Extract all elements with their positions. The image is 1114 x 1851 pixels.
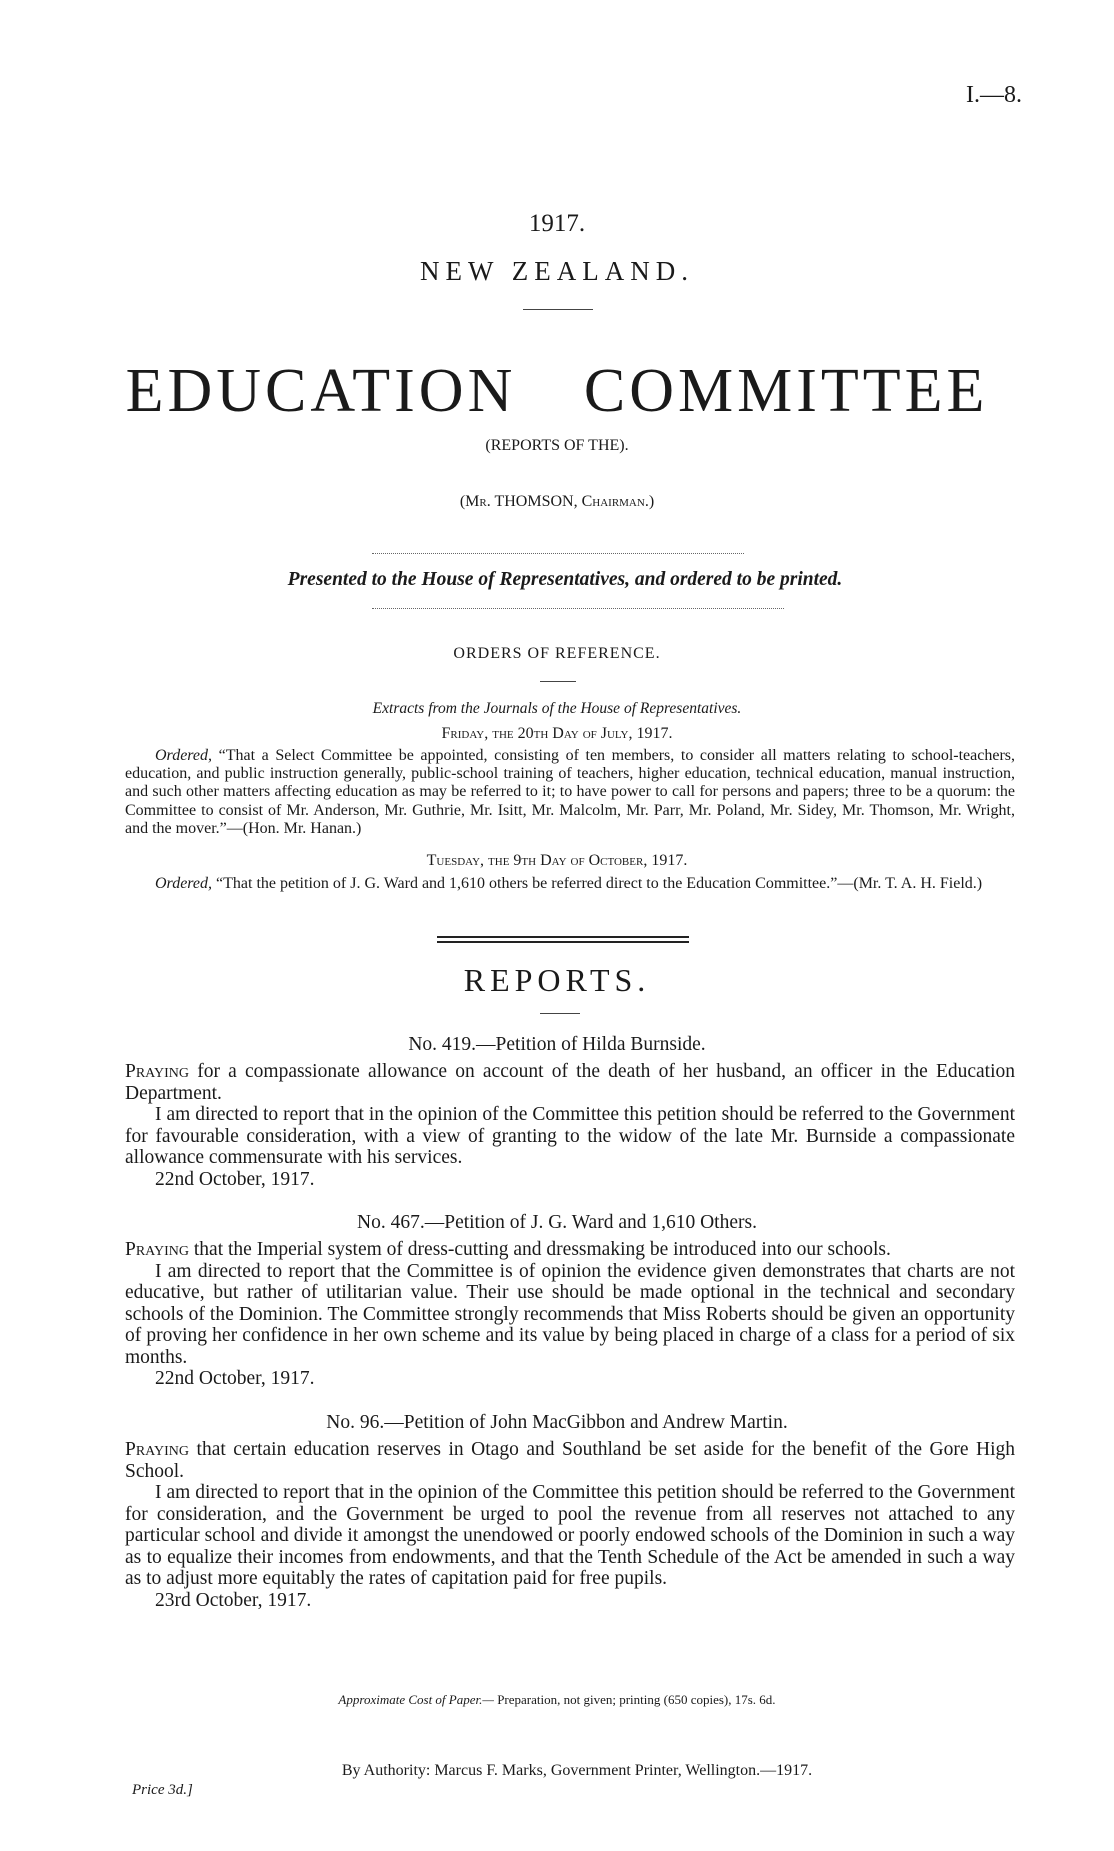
report-body xyxy=(125,1061,1015,1190)
double-rule-bottom xyxy=(437,941,689,943)
divider xyxy=(540,1013,580,1014)
country: NEW ZEALAND. xyxy=(420,256,694,286)
divider xyxy=(523,309,593,310)
chairman-name: THOMSON, xyxy=(494,493,578,510)
orders-date-2: Tuesday, the 9th Day of October, 1917. xyxy=(426,852,688,869)
presented-line: Presented to the House of Representatives, and ordered to be printed. xyxy=(287,569,843,590)
order-2-lead: Ordered, xyxy=(155,875,213,892)
divider xyxy=(372,608,784,609)
divider xyxy=(540,681,576,682)
reports-heading: REPORTS. xyxy=(463,962,651,998)
report-date: 23rd October, 1917. xyxy=(155,1589,312,1611)
authority-line: By Authority: Marcus F. Marks, Government Printer, Wellington.—1917. xyxy=(341,1762,813,1779)
report-text: I am directed to report that in the opinion of the Committee this petition should be referred to the Government for favourable consideration, with a view of granting to the widow of the late Mr. Burnside a compassionate allowance commensurate with his services. xyxy=(125,1104,1015,1168)
report-heading: No. 467.—Petition of J. G. Ward and 1,610 Others. xyxy=(357,1212,757,1233)
report-text: I am directed to report that in the opinion of the Committee this petition should be referred to the Government for consideration, and the Government be urged to pool the revenue from all reserves not attached to any particular school and divide it amongst the unendowed or poorly endowed schools of the Dominion in such a way as to equalize their incomes from endowments, and that the Tenth Schedule of the Act be amended in such a way as to adjust more equitably the rates of capitation paid for free pupils. xyxy=(125,1482,1015,1589)
orders-date-1: Friday, the 20th Day of July, 1917. xyxy=(441,725,673,742)
report-body xyxy=(125,1239,1015,1390)
praying-lead: Praying xyxy=(125,1239,190,1260)
orders-extracts: Extracts from the Journals of the House of Representatives. xyxy=(372,700,742,717)
praying-text: that the Imperial system of dress-cutting and dressmaking be introduced into our schools. xyxy=(193,1239,891,1260)
report-heading: No. 419.—Petition of Hilda Burnside. xyxy=(408,1034,706,1055)
cost-line xyxy=(0,1692,1114,1708)
cost-lead: Approximate Cost of Paper.— xyxy=(338,1692,494,1707)
chairman-line xyxy=(0,493,1114,511)
praying-text: for a compassionate allowance on account of the death of her husband, an officer in the Education Department. xyxy=(125,1061,1016,1104)
order-1 xyxy=(125,747,1015,838)
paper-number: I.—8. xyxy=(966,82,1022,108)
orders-heading: ORDERS OF REFERENCE. xyxy=(453,645,661,662)
report-text: I am directed to report that the Committee is of opinion the evidence given demonstrates that charts are not educative, but rather of utilitarian value. Their use should be made optional in the technical and secondary schools of the Dominion. The Committee strongly recommends that Miss Roberts should be given an opportunity of proving her confidence in her own scheme and its value by being placed in charge of a class for a period of six months. xyxy=(125,1260,1015,1368)
order-1-lead: Ordered, xyxy=(155,747,213,764)
double-rule-top xyxy=(437,936,689,938)
order-2 xyxy=(125,875,1015,893)
price-label: Price 3d.] xyxy=(132,1782,193,1798)
chairman-role: Chairman.) xyxy=(581,493,655,510)
praying-lead: Praying xyxy=(125,1061,190,1082)
report-body xyxy=(125,1439,1015,1611)
chairman-prefix: (Mr. xyxy=(459,493,491,510)
document-subtitle: (REPORTS OF THE). xyxy=(485,437,629,454)
report-date: 22nd October, 1917. xyxy=(155,1368,315,1389)
cost-text: Preparation, not given; printing (650 copies), 17s. 6d. xyxy=(497,1692,776,1707)
document-title: EDUCATION COMMITTEE xyxy=(125,357,989,425)
year: 1917. xyxy=(528,210,586,237)
report-heading: No. 96.—Petition of John MacGibbon and Andrew Martin. xyxy=(326,1412,788,1433)
praying-lead: Praying xyxy=(125,1439,190,1460)
order-1-text: “That a Select Committee be appointed, consisting of ten members, to consider all matters relating to school-teachers, education, and public instruction generally, public-school training of teachers, higher education, technical education, manual instruction, and such other matters affecting education as may be referred to it; to have power to call for persons and papers; three to be a quorum: the Committee to consist of Mr. Anderson, Mr. Guthrie, Mr. Isitt, Mr. Malcolm, Mr. Parr, Mr. Poland, Mr. Sidey, Mr. Thomson, Mr. Wright, and the mover.”—(Hon. Mr. Hanan.) xyxy=(125,747,1015,837)
divider xyxy=(372,553,744,554)
report-date: 22nd October, 1917. xyxy=(155,1168,315,1190)
praying-text: that certain education reserves in Otago and Southland be set aside for the benefit of the Gore High School. xyxy=(125,1439,1015,1482)
order-2-text: “That the petition of J. G. Ward and 1,610 others be referred direct to the Education Committee.”—(Mr. T. A. H. Field.) xyxy=(216,875,983,892)
